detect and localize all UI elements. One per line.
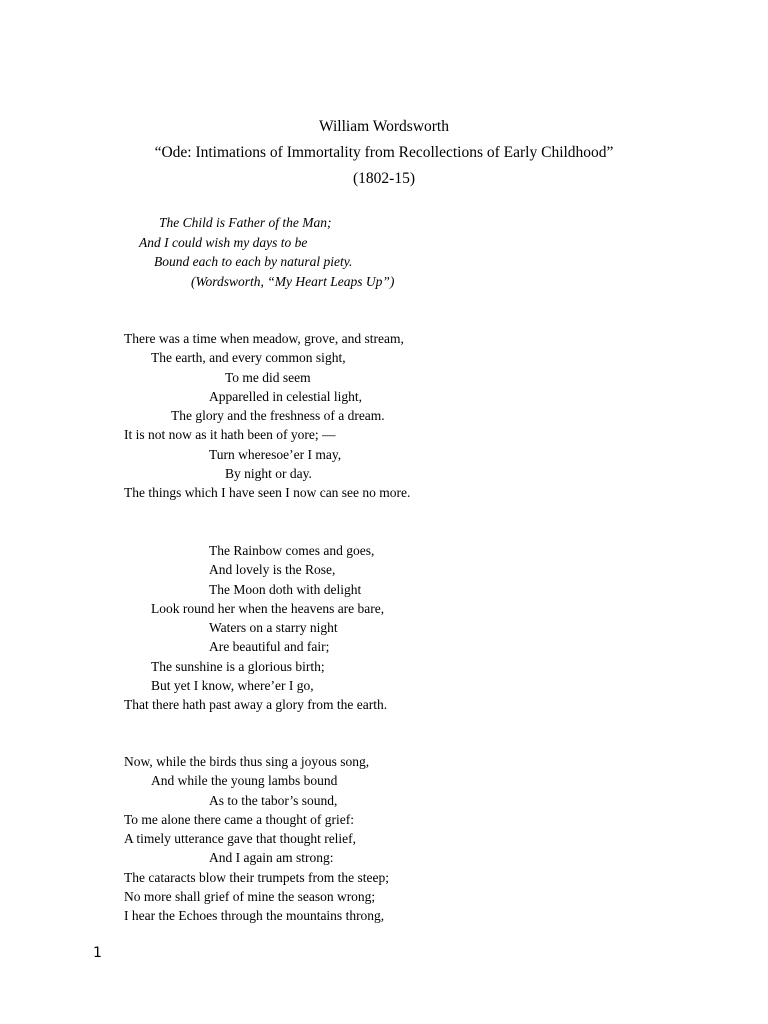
poem-line: No more shall grief of mine the season wrong; [124,889,376,905]
poem-line: The glory and the freshness of a dream. [171,408,385,424]
epigraph [0,213,395,291]
poem-title: “Ode: Intimations of Immortality from Recollections of Early Childhood” [154,144,614,161]
epigraph-line: Bound each to each by natural piety. [154,254,353,269]
epigraph-line: The Child is Father of the Man; [159,215,332,230]
author-name: William Wordsworth [318,118,449,135]
poem-line: To me did seem [225,369,311,385]
poem-line: The earth, and every common sight, [151,350,346,366]
poem-line: Look round her when the heavens are bare, [151,600,385,616]
epigraph-attribution: (Wordsworth, “My Heart Leaps Up”) [191,273,395,289]
poem-line: Now, while the birds thus sing a joyous song, [124,754,370,769]
poem-line: The Rainbow comes and goes, [209,543,375,558]
poem-line: Turn wheresoe’er I may, [209,446,342,462]
poem-line: Waters on a starry night [209,620,338,636]
poem-line: The cataracts blow their trumpets from the steep; [124,869,390,885]
poem-line: That there hath past away a glory from the earth. [124,697,388,713]
poem-line: But yet I know, where’er I go, [151,678,314,694]
poem-line: A timely utterance gave that thought relief, [124,831,357,847]
poem-line: Are beautiful and fair; [209,639,330,655]
epigraph-line: And I could wish my days to be [139,234,308,250]
poem-line: The sunshine is a glorious birth; [151,658,325,674]
poem-line: By night or day. [225,466,312,482]
poem-line: The things which I have seen I now can see no more. [124,485,411,501]
stanza-2 [0,541,388,715]
stanza-3 [0,752,390,926]
poem-line: And lovely is the Rose, [209,562,336,578]
poem-line: There was a time when meadow, grove, and stream, [124,331,404,346]
poem-line: Apparelled in celestial light, [209,388,362,404]
poem-line: It is not now as it hath been of yore; — [124,427,336,443]
poem-line: And while the young lambs bound [151,773,338,789]
poem-header [0,114,768,192]
poem-line: To me alone there came a thought of grief: [124,811,354,827]
poem-line: The Moon doth with delight [209,581,362,597]
poem-line: And I again am strong: [209,850,334,866]
poem-line: As to the tabor’s sound, [209,792,338,808]
page-number: 1 [93,945,102,961]
poem-dates: (1802-15) [353,170,415,187]
stanza-1 [0,329,411,503]
poem-line: I hear the Echoes through the mountains throng, [124,908,385,924]
